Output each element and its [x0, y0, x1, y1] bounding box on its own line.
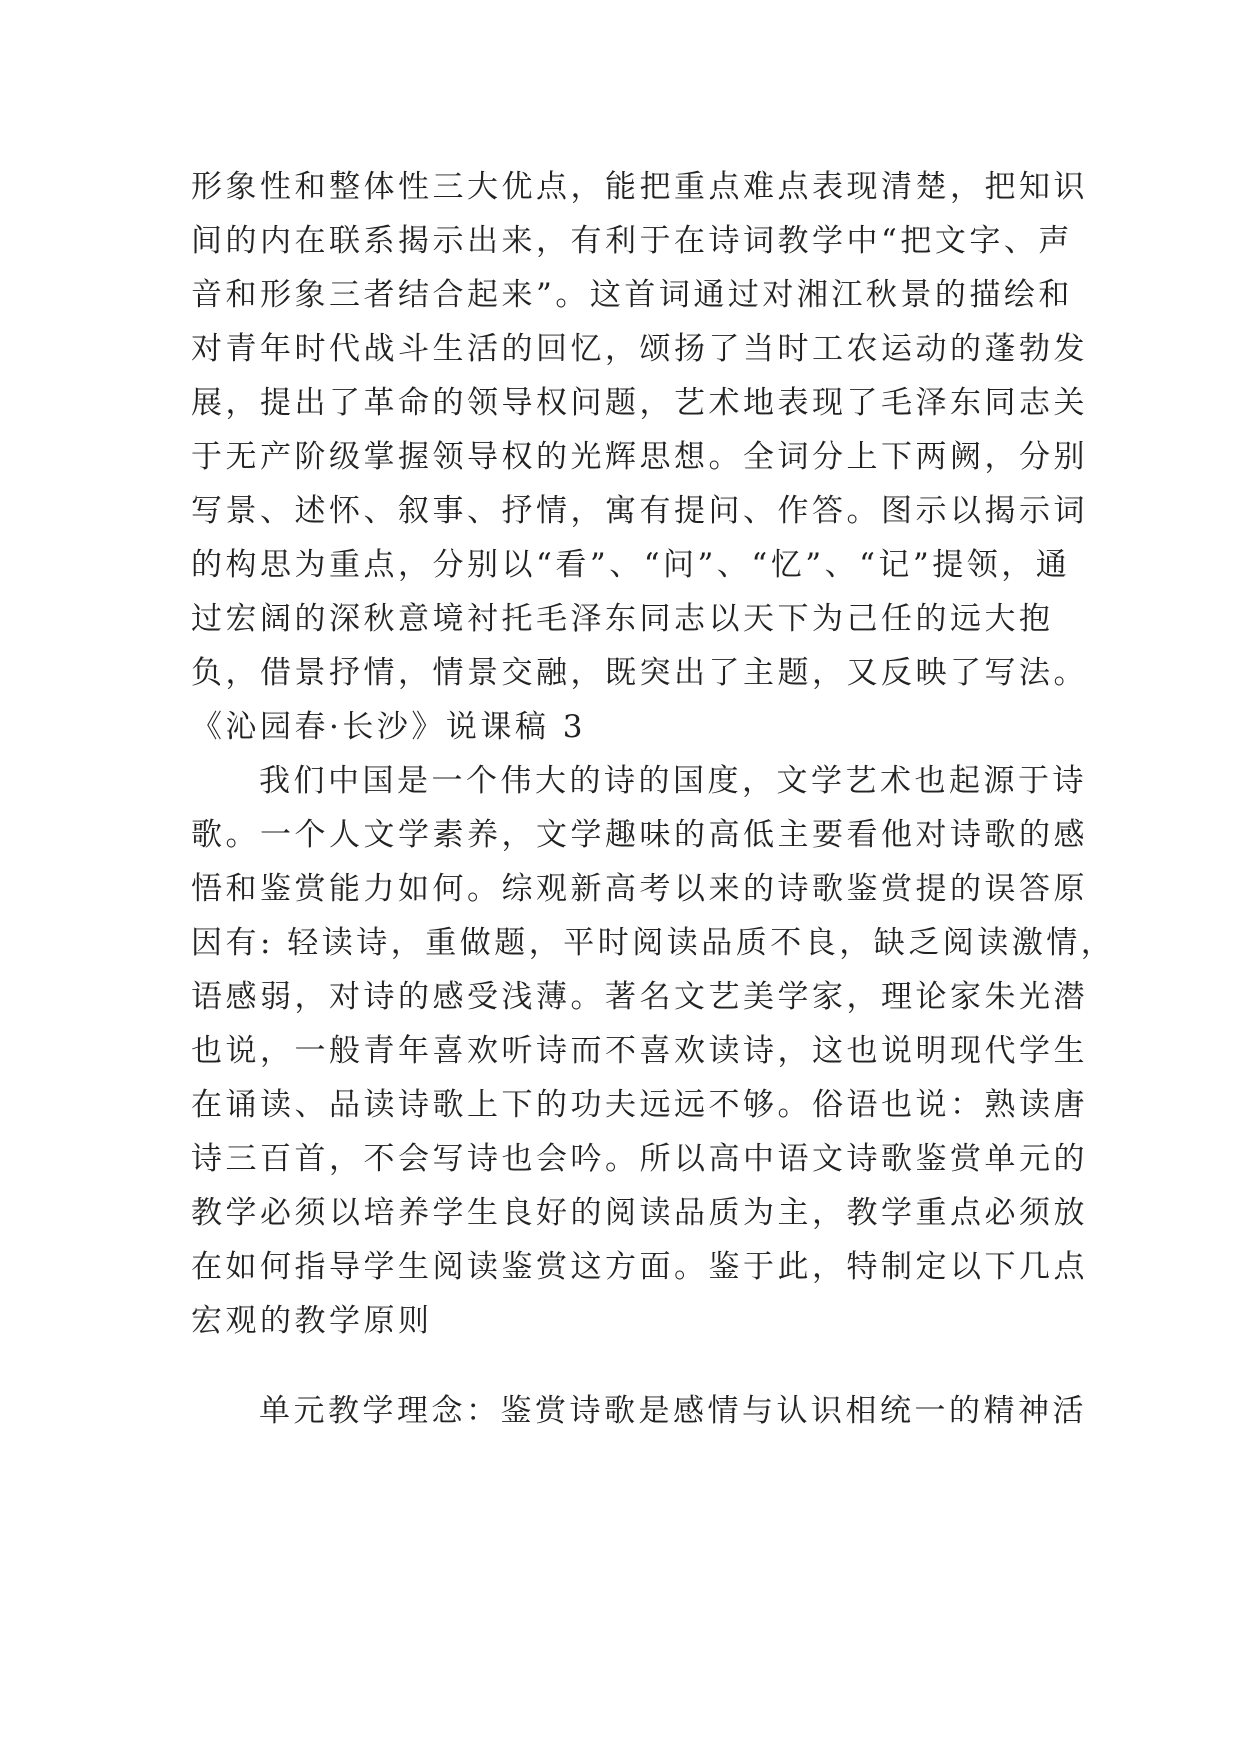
- paragraph-line: 过宏阔的深秋意境衬托毛泽东同志以天下为己任的远大抱: [191, 601, 1054, 637]
- paragraph-line: 音和形象三者结合起来”。这首词通过对湘江秋景的描绘和: [191, 277, 1073, 313]
- paragraph-line: 我们中国是一个伟大的诗的国度，文学艺术也起源于诗: [259, 763, 1087, 799]
- paragraph-line: 在如何指导学生阅读鉴赏这方面。鉴于此，特制定以下几点: [191, 1249, 1088, 1285]
- document-body: [191, 160, 1116, 1348]
- paragraph-line: 负，借景抒情，情景交融，既突出了主题，又反映了写法。: [191, 655, 1088, 691]
- paragraph-line: 的构思为重点，分别以“看”、“问”、“忆”、“记”提领，通: [191, 547, 1071, 583]
- paragraph-line: 间的内在联系揭示出来，有利于在诗词教学中“把文字、声: [191, 223, 1073, 259]
- paragraph-line: 宏观的教学原则: [191, 1303, 433, 1339]
- paragraph-line: 形象性和整体性三大优点，能把重点难点表现清楚，把知识: [191, 169, 1088, 205]
- paragraph-line: 教学必须以培养学生良好的阅读品质为主，教学重点必须放: [191, 1195, 1088, 1231]
- section-title: 《沁园春·长沙》说课稿 3: [191, 709, 586, 745]
- paragraph-line: 悟和鉴赏能力如何。综观新高考以来的诗歌鉴赏提的误答原: [191, 871, 1088, 907]
- paragraph-line: 写景、述怀、叙事、抒情，寓有提问、作答。图示以揭示词: [191, 493, 1088, 529]
- document-body-continued: [191, 1384, 1087, 1438]
- paragraph-line: 于无产阶级掌握领导权的光辉思想。全词分上下两阙，分别: [191, 439, 1088, 475]
- paragraph-line: 也说，一般青年喜欢听诗而不喜欢读诗，这也说明现代学生: [191, 1033, 1088, 1069]
- paragraph-line: 因有: 轻读诗，重做题，平时阅读品质不良，缺乏阅读激情，: [191, 925, 1116, 961]
- paragraph-line: 语感弱，对诗的感受浅薄。著名文艺美学家，理论家朱光潜: [191, 979, 1088, 1015]
- paragraph-line: 展，提出了革命的领导权问题，艺术地表现了毛泽东同志关: [191, 385, 1088, 421]
- paragraph-line: 歌。一个人文学素养，文学趣味的高低主要看他对诗歌的感: [191, 817, 1088, 853]
- paragraph-line: 在诵读、品读诗歌上下的功夫远远不够。俗语也说：熟读唐: [191, 1087, 1088, 1123]
- paragraph-line: 单元教学理念：鉴赏诗歌是感情与认识相统一的精神活: [259, 1393, 1087, 1429]
- paragraph-line: 对青年时代战斗生活的回忆，颂扬了当时工农运动的蓬勃发: [191, 331, 1088, 367]
- paragraph-line: 诗三百首，不会写诗也会吟。所以高中语文诗歌鉴赏单元的: [191, 1141, 1088, 1177]
